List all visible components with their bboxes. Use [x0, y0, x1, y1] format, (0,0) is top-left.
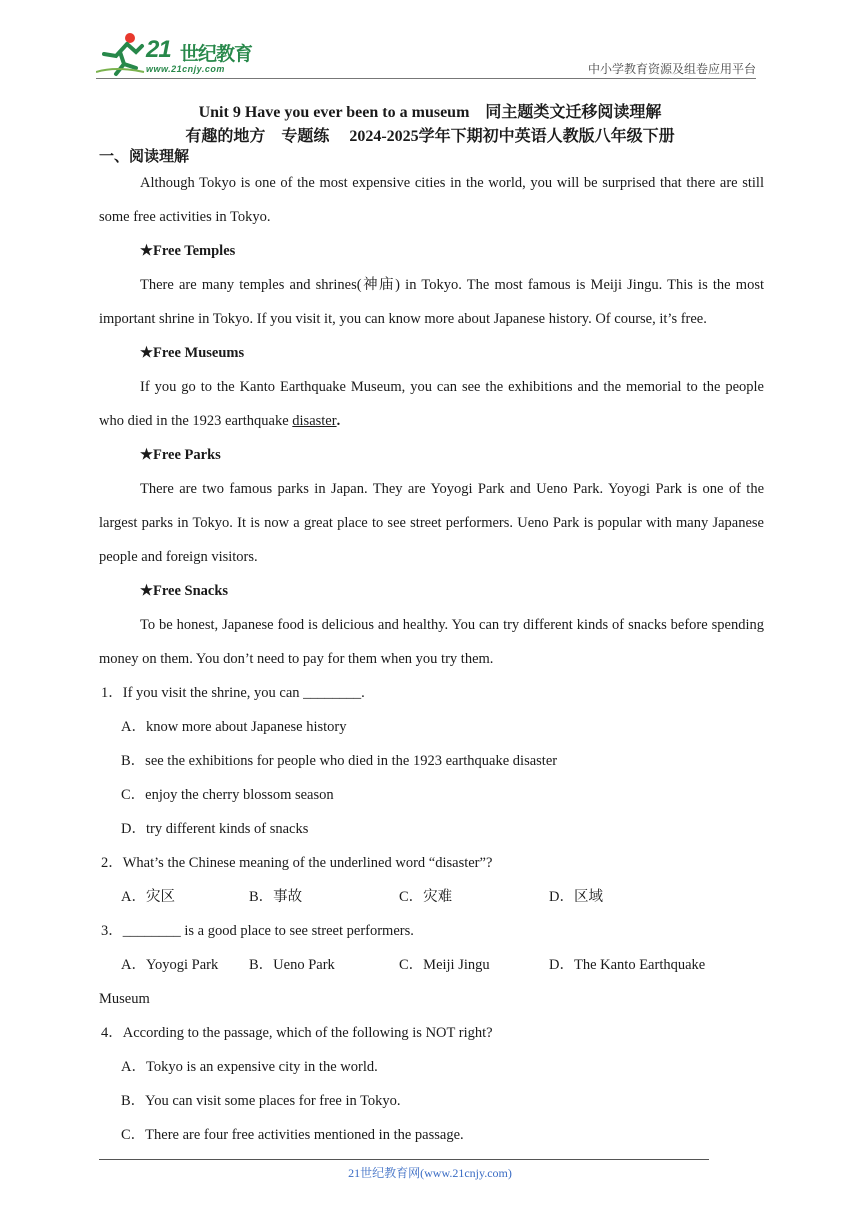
- runner-icon: [96, 30, 146, 78]
- intro-paragraph: Although Tokyo is one of the most expensive cities in the world, you will be surprised that there are still some free activities in Tokyo.: [99, 175, 764, 225]
- q2-option-c: C．灾难: [399, 889, 453, 905]
- question-3: 3．________ is a good place to see street performers.: [101, 923, 414, 939]
- footer-link[interactable]: 21世纪教育网(www.21cnjy.com): [348, 1166, 512, 1180]
- q3-option-d-continued: Museum: [99, 991, 150, 1007]
- subheading-snacks: ★Free Snacks: [140, 583, 229, 599]
- q3-option-a: A．Yoyogi Park: [121, 957, 219, 973]
- q4-option-c: C．There are four free activities mentioned in the passage.: [121, 1127, 464, 1143]
- question-4: 4．According to the passage, which of the following is NOT right?: [101, 1025, 493, 1041]
- subheading-museums: ★Free Museums: [140, 345, 245, 361]
- q2-options: [99, 880, 764, 914]
- q1-option-c: C．enjoy the cherry blossom season: [121, 787, 334, 803]
- museums-text: If you go to the Kanto Earthquake Museum, you can see the exhibitions and the memorial to the people who died in the 1923 earthquake: [99, 379, 764, 429]
- q2-option-d: D．区域: [549, 889, 603, 905]
- doc-title-line1: Unit 9 Have you ever been to a museum 同主题类文迁移阅读理解: [198, 104, 662, 121]
- underlined-word: disaster: [292, 413, 337, 429]
- q1-option-a: A．know more about Japanese history: [121, 719, 347, 735]
- q2-option-a: A．灾区: [121, 889, 175, 905]
- museums-period: .: [336, 413, 341, 429]
- section-heading: 一、阅读理解: [99, 147, 190, 165]
- header-tagline: 中小学教育资源及组卷应用平台: [587, 62, 756, 76]
- q2-option-b: B．事故: [249, 889, 303, 905]
- document-body: [99, 166, 764, 1152]
- brand-logo: [96, 30, 256, 80]
- q1-option-b: B．see the exhibitions for people who died in the 1923 earthquake disaster: [121, 753, 558, 769]
- subheading-parks: ★Free Parks: [140, 447, 221, 463]
- q4-option-b: B．You can visit some places for free in Tokyo.: [121, 1093, 401, 1109]
- temples-paragraph: There are many temples and shrines(神庙) in Tokyo. The most famous is Meiji Jingu. This is the most important shrine in Tokyo. If you visit it, you can know more about Japanese history. Of course, it’s free.: [99, 277, 764, 327]
- subheading-temples: ★Free Temples: [140, 243, 236, 259]
- page-header: [96, 30, 756, 80]
- snacks-paragraph: To be honest, Japanese food is delicious and healthy. You can try different kinds of snacks before spending money on them. You don’t need to pay for them when you try them.: [99, 617, 764, 667]
- logo-number: 21: [146, 36, 171, 63]
- q3-option-d: D．The Kanto Earthquake: [549, 957, 706, 973]
- question-2: 2．What’s the Chinese meaning of the underlined word “disaster”?: [101, 855, 493, 871]
- question-1: 1．If you visit the shrine, you can ________.: [101, 685, 365, 701]
- q3-option-b: B．Ueno Park: [249, 957, 335, 973]
- header-divider: [96, 78, 756, 79]
- q3-options: [99, 948, 764, 982]
- museums-paragraph: [99, 370, 764, 438]
- logo-url: www.21cnjy.com: [146, 64, 225, 74]
- q1-option-d: D．try different kinds of snacks: [121, 821, 309, 837]
- q4-option-a: A．Tokyo is an expensive city in the world.: [121, 1059, 378, 1075]
- q3-option-c: C．Meiji Jingu: [399, 957, 490, 973]
- footer-divider: [99, 1159, 709, 1160]
- doc-title-line2: 有趣的地方 专题练 2024-2025学年下期初中英语人教版八年级下册: [185, 128, 675, 145]
- logo-text: 世纪教育: [180, 43, 253, 65]
- parks-paragraph: There are two famous parks in Japan. They are Yoyogi Park and Ueno Park. Yoyogi Park is one of the largest parks in Tokyo. It is now a great place to see street performers. Ueno Park is popular with many Japanese people and foreign visitors.: [99, 481, 764, 565]
